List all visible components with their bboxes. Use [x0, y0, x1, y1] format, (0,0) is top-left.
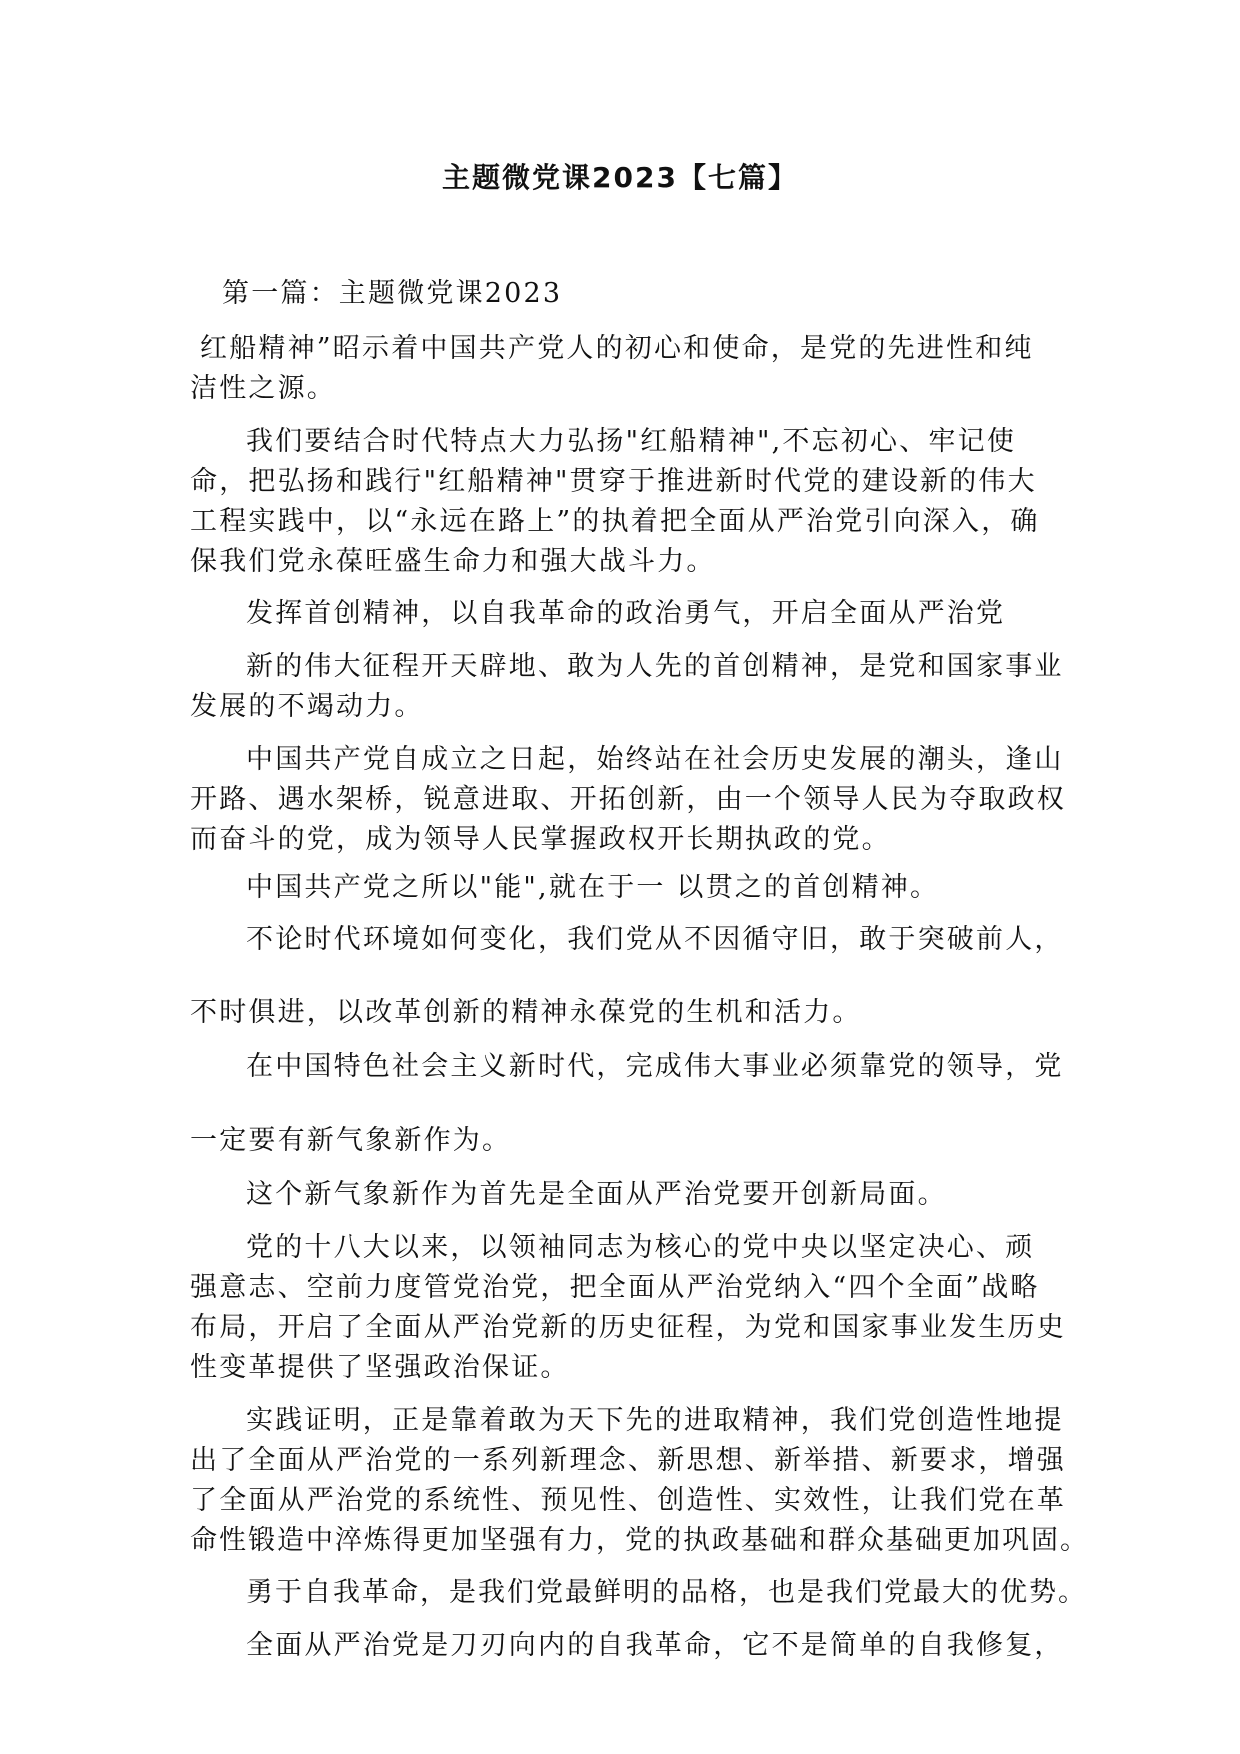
paragraph-line: 而奋斗的党，成为领导人民掌握政权开长期执政的党。 — [190, 824, 891, 855]
document-title: 主题微党课2023【七篇】 — [442, 161, 798, 194]
paragraph-line: 中国共产党之所以"能",就在于一 以贯之的首创精神。 — [246, 872, 940, 903]
paragraph-line: 不论时代环境如何变化，我们党从不因循守旧，敢于突破前人， — [246, 924, 1064, 955]
paragraph-line: 一定要有新气象新作为。 — [190, 1125, 512, 1156]
paragraph-line: 不时俱进，以改革创新的精神永葆党的生机和活力。 — [190, 997, 862, 1028]
paragraph-line: 保我们党永葆旺盛生命力和强大战斗力。 — [190, 546, 716, 577]
paragraph-line: 了全面从严治党的系统性、预见性、创造性、实效性，让我们党在革 — [190, 1485, 1066, 1516]
paragraph-line: 发展的不竭动力。 — [190, 691, 424, 722]
paragraph-line: 开路、遇水架桥，锐意进取、开拓创新，由一个领导人民为夺取政权 — [190, 784, 1066, 815]
paragraph-line: 命性锻造中淬炼得更加坚强有力，党的执政基础和群众基础更加巩固。 — [190, 1525, 1089, 1556]
paragraph-line: 在中国特色社会主义新时代，完成伟大事业必须靠党的领导，党 — [246, 1051, 1064, 1082]
paragraph-line: 这个新气象新作为首先是全面从严治党要开创新局面。 — [246, 1179, 947, 1210]
paragraph-line: 出了全面从严治党的一系列新理念、新思想、新举措、新要求，增强 — [190, 1445, 1066, 1476]
paragraph-line: 命，把弘扬和践行"红船精神"贯穿于推进新时代党的建设新的伟大 — [190, 466, 1037, 497]
paragraph-line: 布局，开启了全面从严治党新的历史征程，为党和国家事业发生历史 — [190, 1312, 1066, 1343]
paragraph-line: 工程实践中，以“永远在路上”的执着把全面从严治党引向深入，确 — [190, 506, 1040, 537]
paragraph-line: 中国共产党自成立之日起，始终站在社会历史发展的潮头，逢山 — [246, 744, 1064, 775]
section-heading: 第一篇：主题微党课2023 — [222, 278, 563, 309]
paragraph-line: 勇于自我革命，是我们党最鲜明的品格，也是我们党最大的优势。 — [246, 1577, 1087, 1608]
paragraph-line: 党的十八大以来，以领袖同志为核心的党中央以坚定决心、顽 — [246, 1232, 1035, 1263]
paragraph-line: 新的伟大征程开天辟地、敢为人先的首创精神，是党和国家事业 — [246, 651, 1064, 682]
paragraph-line: 红船精神”昭示着中国共产党人的初心和使命，是党的先进性和纯 — [200, 333, 1034, 364]
paragraph-line: 发挥首创精神，以自我革命的政治勇气，开启全面从严治党 — [246, 598, 1006, 629]
paragraph-line: 我们要结合时代特点大力弘扬"红船精神",不忘初心、牢记使 — [246, 426, 1017, 457]
paragraph-line: 洁性之源。 — [190, 373, 336, 404]
paragraph-line: 强意志、空前力度管党治党，把全面从严治党纳入“四个全面”战略 — [190, 1272, 1040, 1303]
paragraph-line: 性变革提供了坚强政治保证。 — [190, 1352, 570, 1383]
paragraph-line: 全面从严治党是刀刃向内的自我革命，它不是简单的自我修复， — [246, 1630, 1064, 1661]
paragraph-line: 实践证明，正是靠着敢为天下先的进取精神，我们党创造性地提 — [246, 1405, 1064, 1436]
